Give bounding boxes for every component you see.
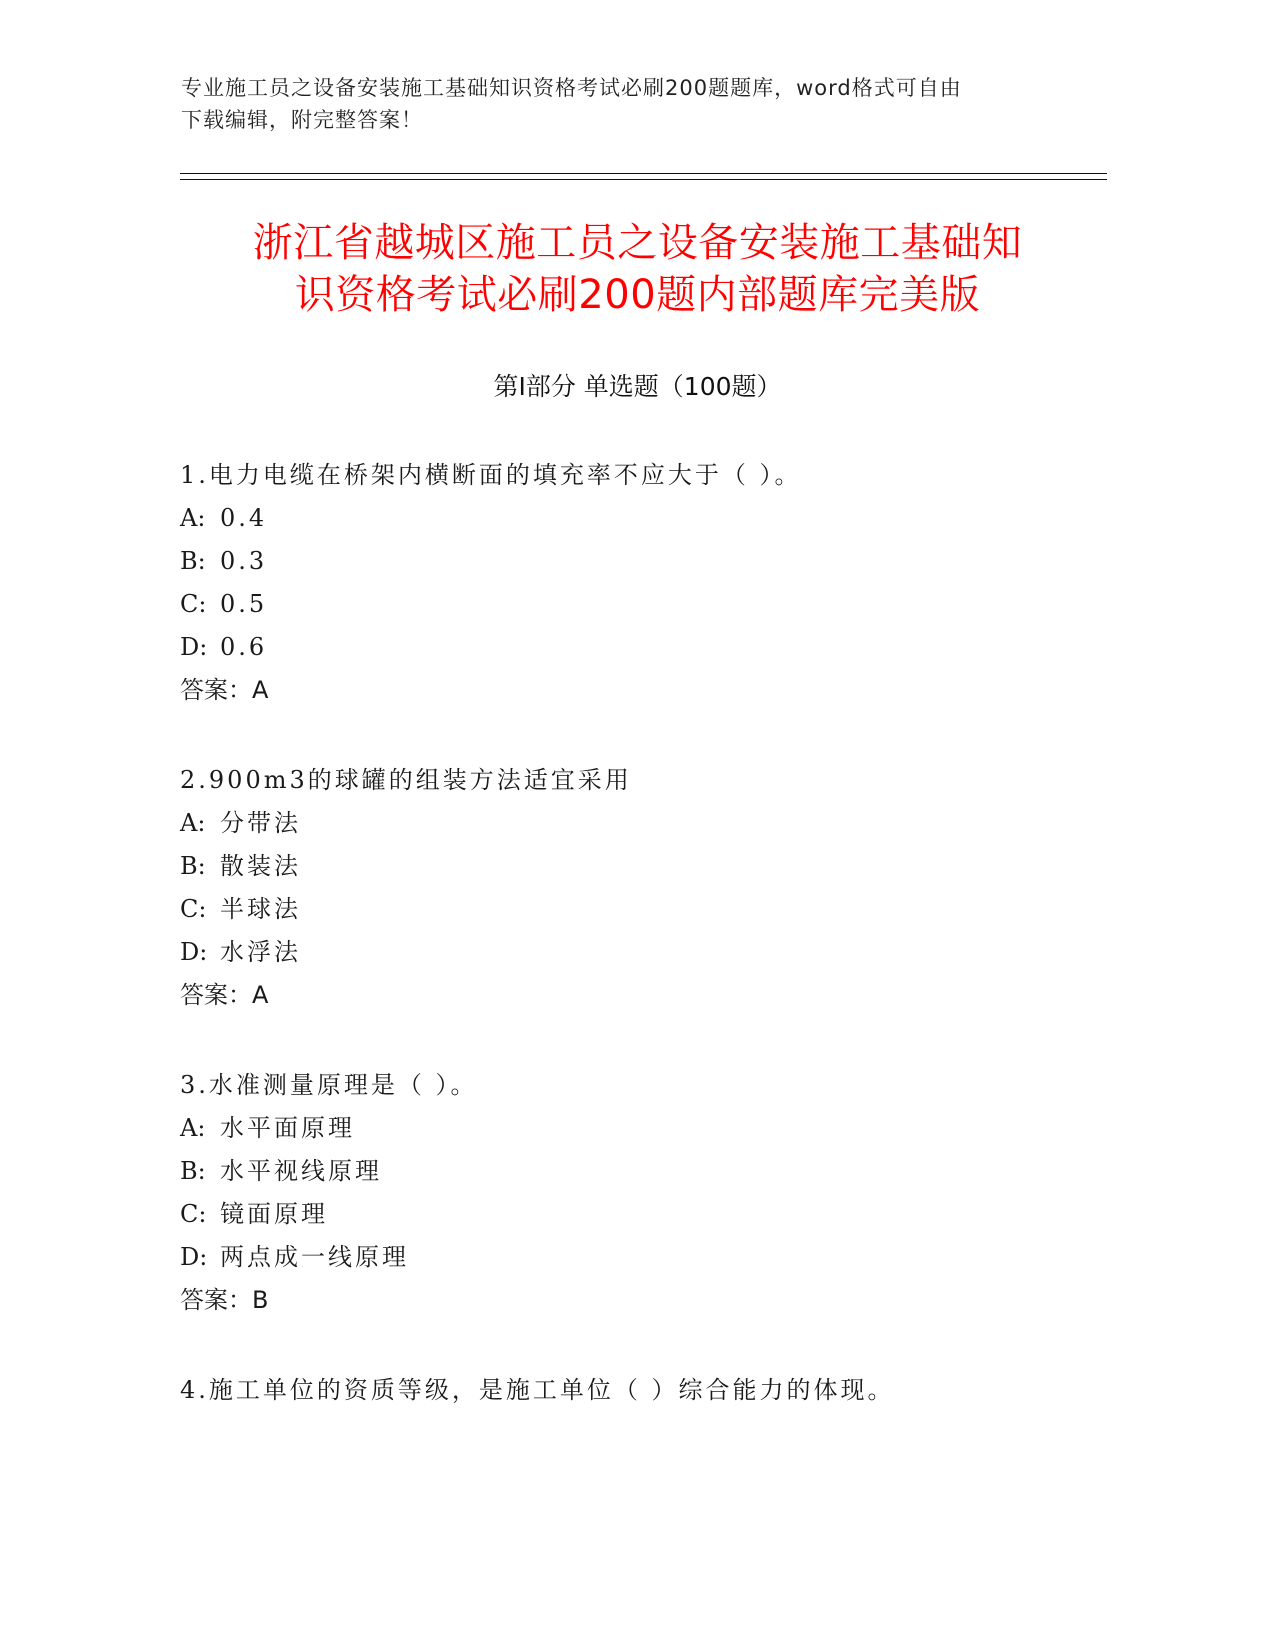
option-text: 0.6 bbox=[220, 633, 268, 661]
option-letter: C: bbox=[180, 895, 207, 923]
option-text: 水平面原理 bbox=[220, 1114, 355, 1142]
option-a bbox=[180, 501, 1140, 535]
answer-prefix: 答案： bbox=[180, 1286, 252, 1314]
answer-line bbox=[180, 673, 1140, 707]
option-c bbox=[180, 892, 1140, 926]
document-title-line-2: 识资格考试必刷200题内部题库完美版 bbox=[294, 272, 981, 318]
option-b bbox=[180, 1154, 1140, 1188]
option-letter: D: bbox=[180, 938, 208, 966]
question-2 bbox=[180, 763, 1140, 1012]
option-text: 两点成一线原理 bbox=[220, 1243, 409, 1271]
option-c bbox=[180, 587, 1140, 621]
header-note-line-1: 专业施工员之设备安装施工基础知识资格考试必刷200题题库，word格式可自由 bbox=[181, 76, 962, 100]
question-3 bbox=[180, 1068, 1140, 1317]
option-letter: C: bbox=[180, 590, 207, 618]
option-d bbox=[180, 935, 1140, 969]
document-title bbox=[100, 217, 1175, 321]
option-letter: D: bbox=[180, 633, 208, 661]
option-text: 水浮法 bbox=[220, 938, 301, 966]
option-text: 半球法 bbox=[220, 895, 301, 923]
option-d bbox=[180, 1240, 1140, 1274]
question-4 bbox=[180, 1373, 1140, 1416]
option-text: 0.5 bbox=[220, 590, 268, 618]
option-text: 0.4 bbox=[220, 504, 268, 532]
answer-prefix: 答案： bbox=[180, 981, 252, 1009]
option-text: 水平视线原理 bbox=[220, 1157, 382, 1185]
option-letter: B: bbox=[180, 1157, 206, 1185]
option-text: 分带法 bbox=[220, 809, 301, 837]
option-letter: B: bbox=[180, 547, 206, 575]
option-letter: C: bbox=[180, 1200, 207, 1228]
option-a bbox=[180, 806, 1140, 840]
option-text: 镜面原理 bbox=[220, 1200, 328, 1228]
header-divider-top bbox=[180, 173, 1107, 174]
option-d bbox=[180, 630, 1140, 664]
answer-value: A bbox=[252, 676, 269, 704]
option-a bbox=[180, 1111, 1140, 1145]
question-stem: 2.900m3的球罐的组装方法适宜采用 bbox=[180, 766, 632, 794]
document-title-line-1: 浙江省越城区施工员之设备安装施工基础知 bbox=[252, 220, 1023, 266]
option-letter: A: bbox=[180, 1114, 206, 1142]
option-b bbox=[180, 849, 1140, 883]
header-divider-bottom bbox=[180, 179, 1107, 180]
answer-value: A bbox=[252, 981, 269, 1009]
section-heading: 第Ⅰ部分 单选题（100题） bbox=[493, 372, 782, 401]
option-letter: D: bbox=[180, 1243, 208, 1271]
option-letter: B: bbox=[180, 852, 206, 880]
question-1 bbox=[180, 458, 1140, 707]
option-b bbox=[180, 544, 1140, 578]
option-text: 散装法 bbox=[220, 852, 301, 880]
answer-prefix: 答案： bbox=[180, 676, 252, 704]
answer-line bbox=[180, 1283, 1140, 1317]
answer-value: B bbox=[252, 1286, 269, 1314]
option-letter: A: bbox=[180, 809, 206, 837]
option-text: 0.3 bbox=[220, 547, 268, 575]
question-stem: 3.水准测量原理是（ ）。 bbox=[180, 1071, 478, 1099]
header-note-line-2: 下载编辑，附完整答案！ bbox=[181, 108, 423, 132]
header-note bbox=[181, 72, 1081, 136]
answer-line bbox=[180, 978, 1140, 1012]
option-c bbox=[180, 1197, 1140, 1231]
question-stem: 4.施工单位的资质等级，是施工单位（ ）综合能力的体现。 bbox=[180, 1376, 895, 1404]
question-stem: 1.电力电缆在桥架内横断面的填充率不应大于（ ）。 bbox=[180, 461, 802, 489]
option-letter: A: bbox=[180, 504, 206, 532]
